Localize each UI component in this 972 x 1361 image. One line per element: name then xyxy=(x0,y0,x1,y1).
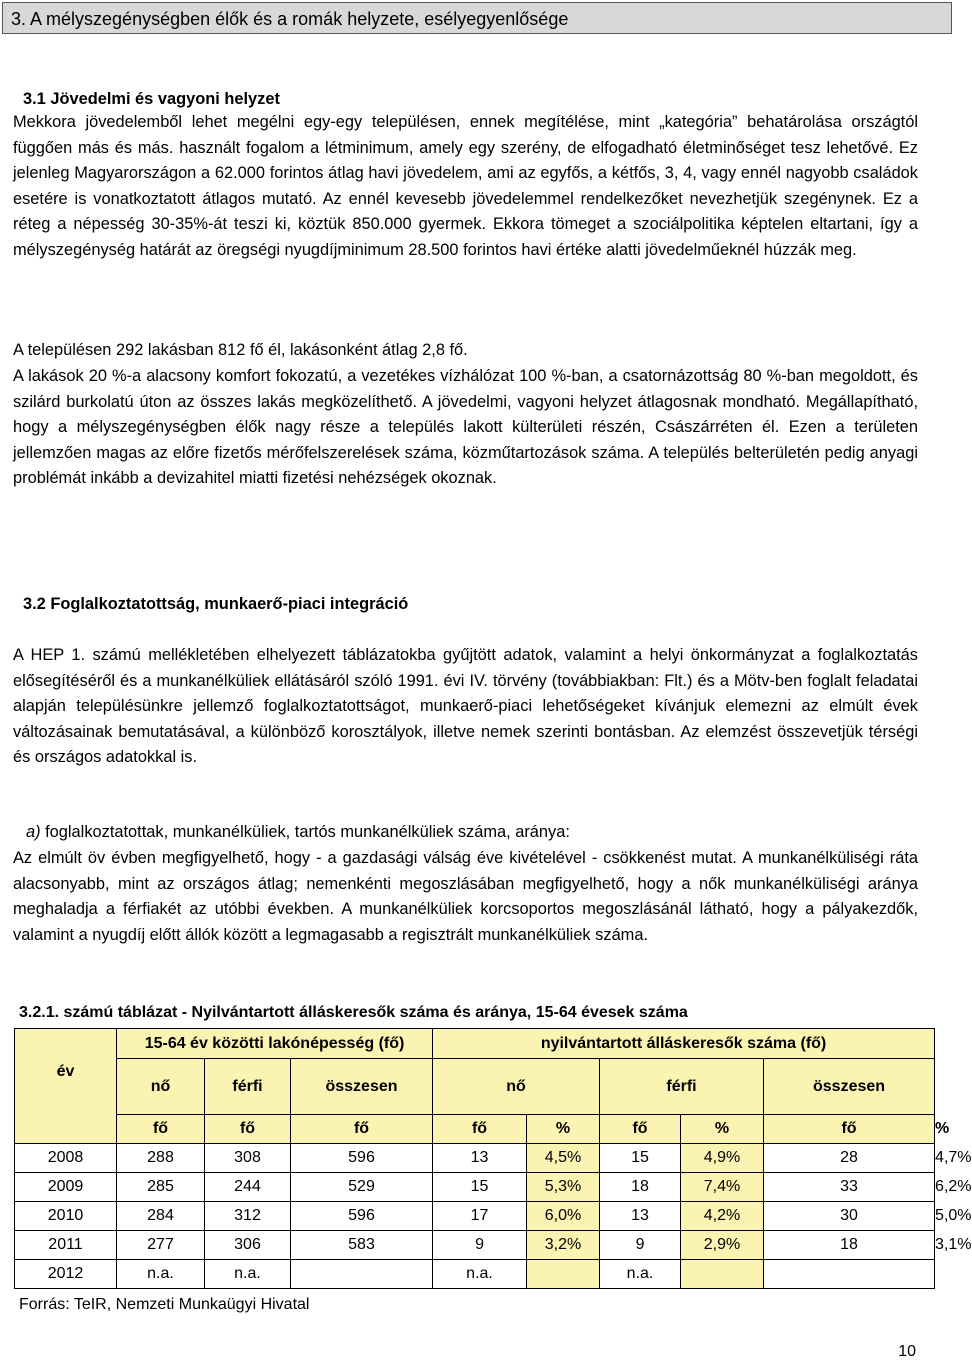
table-cell: 18 xyxy=(600,1173,681,1202)
item-a-title: foglalkoztatottak, munkanélküliek, tartós munkanélküliek száma, aránya: xyxy=(40,823,570,841)
table-cell-percent: 4,9% xyxy=(681,1144,764,1173)
table-cell: 596 xyxy=(291,1202,433,1231)
section-3-1-paragraph-1: Mekkora jövedelemből lehet megélni egy-egy településen, ennek megítélése, mint „kategória” behatárolása országtól függően más és más. használt fogalom a létminimum, amely egy szerény, de elfogadható életminőséget tesz lehetővé. Ez jelenleg Magyarországon a 62.000 forintos átlag havi jövedelem, ami az egyfős, a kétfős, 3, 4, vagy ennél nagyobb családok esetére is vonatkoztatott átlagos mutató. Az ennél kevesebb jövedelemmel rendelkezőket nevezhetjük szegénynek. Ez a réteg a népesség 30-35%-át teszi ki, köztük 850.000 gyermek. Ekkora tömeget a szociálpolitika képtelen eltartani, így a mélyszegénység határát az öregségi nyugdíjminimum 28.500 forintos havi értéke alatti jövedelműeknél húzzák meg. xyxy=(13,113,918,259)
table-cell: 285 xyxy=(117,1173,205,1202)
table-cell-percent: 3,2% xyxy=(527,1231,600,1260)
col-header-women-population: nő xyxy=(117,1059,205,1115)
section-3-2-title: 3.2 Foglalkoztatottság, munkaerő-piaci integráció xyxy=(23,595,409,613)
unit-cell-year xyxy=(15,1115,117,1144)
table-row: 2011 277 306 583 9 3,2% 9 2,9% 18 3,1% xyxy=(15,1231,935,1260)
table-cell: 17 xyxy=(433,1202,527,1231)
table-header-row-columns xyxy=(15,1059,935,1115)
table-cell: 244 xyxy=(205,1173,291,1202)
table-cell: 529 xyxy=(291,1173,433,1202)
year-cell: 2008 xyxy=(15,1144,117,1173)
table-cell: 33 xyxy=(764,1173,935,1202)
table-cell-percent: 4,5% xyxy=(527,1144,600,1173)
table-row: 2010 284 312 596 17 6,0% 13 4,2% 30 5,0% xyxy=(15,1202,935,1231)
year-cell: 2010 xyxy=(15,1202,117,1231)
table-cell: 277 xyxy=(117,1231,205,1260)
table-cell: n.a. xyxy=(205,1260,291,1289)
col-header-women-jobseekers: nő xyxy=(433,1059,600,1115)
table-cell-percent: 7,4% xyxy=(681,1173,764,1202)
table-cell: n.a. xyxy=(600,1260,681,1289)
table-header-row-groups xyxy=(15,1029,935,1059)
jobseekers-table xyxy=(14,1028,972,1289)
population-group-header: 15-64 év közötti lakónépesség (fő) xyxy=(117,1029,433,1059)
table-cell: 28 xyxy=(764,1144,935,1173)
section-3-2-paragraph-1: A HEP 1. számú mellékletében elhelyezett táblázatokba gyűjtött adatok, valamint a helyi önkormányzat a foglalkoztatás elősegítéséről és a munkanélküliek ellátásáról szóló 1991. évi IV. törvény (továbbiakban: Flt.) és a Mötv-ben foglalt feladatai alapján településünkre jellemző foglalkoztatottságot, munkaerő-piaci lehetőségeket kívánjuk elemezni az elmúlt évek változásainak bemutatásával, a különböző korosztályok, illetve nemek szerinti bontásban. Az elemzést összevetjük térségi és országos adatokkal is. xyxy=(13,646,918,766)
unit-cell: % xyxy=(527,1115,600,1144)
table-cell: 13 xyxy=(433,1144,527,1173)
table-cell: 9 xyxy=(600,1231,681,1260)
table-cell: 288 xyxy=(117,1144,205,1173)
table-cell: 9 xyxy=(433,1231,527,1260)
section-3-1-title: 3.1 Jövedelmi és vagyoni helyzet xyxy=(23,90,280,108)
unit-cell: fő xyxy=(291,1115,433,1144)
table-cell: 284 xyxy=(117,1202,205,1231)
table-title: 3.2.1. számú táblázat - Nyilvántartott álláskeresők száma és aránya, 15-64 évesek száma xyxy=(19,1004,688,1021)
table-cell xyxy=(291,1260,433,1289)
col-header-total-population: összesen xyxy=(291,1059,433,1115)
year-cell: 2011 xyxy=(15,1231,117,1260)
table-cell-percent: 5,3% xyxy=(527,1173,600,1202)
col-header-men-population: férfi xyxy=(205,1059,291,1115)
table-cell: 312 xyxy=(205,1202,291,1231)
unit-cell: fő xyxy=(764,1115,935,1144)
table-cell: 13 xyxy=(600,1202,681,1231)
section-3-1-paragraph-2: A településen 292 lakásban 812 fő él, lakásonként átlag 2,8 fő. xyxy=(13,341,468,359)
table-cell-percent xyxy=(681,1260,764,1289)
table-cell: 306 xyxy=(205,1231,291,1260)
jobseekers-group-header: nyilvántartott álláskeresők száma (fő) xyxy=(433,1029,935,1059)
chapter-heading: 3. A mélyszegénységben élők és a romák helyzete, esélyegyenlősége xyxy=(2,2,952,34)
unit-cell: % xyxy=(681,1115,764,1144)
year-header: év xyxy=(15,1029,117,1115)
item-a-heading xyxy=(26,820,570,845)
section-3-2-paragraph-2: Az elmúlt öv évben megfigyelhető, hogy - a gazdasági válság éve kivételével - csökkenést mutat. A munkanélküliségi ráta alacsonyabb, mint az országos átlag; nemenkénti megoszlásában megfigyelhető, hogy a nők munkanélküliségi aránya meghaladja a férfiakét az utóbbi években. A munkanélküliek korcsoportos megoszlásánál látható, hogy a pályakezdők, valamint a nyugdíj előtt állók között a legmagasabb a regisztrált munkanélküliek száma. xyxy=(13,849,918,944)
table-cell: n.a. xyxy=(117,1260,205,1289)
table-cell xyxy=(764,1260,935,1289)
table-cell: 596 xyxy=(291,1144,433,1173)
col-header-men-jobseekers: férfi xyxy=(600,1059,764,1115)
table-cell: 18 xyxy=(764,1231,935,1260)
unit-cell: fő xyxy=(117,1115,205,1144)
table-cell-percent: 2,9% xyxy=(681,1231,764,1260)
page-number: 10 xyxy=(898,1343,916,1360)
section-3-1-paragraph-3: A lakások 20 %-a alacsony komfort fokozatú, a vezetékes vízhálózat 100 %-ban, a csatornázottság 80 %-ban megoldott, és szilárd burkolatú úton az összes lakás megközelíthető. A jövedelmi, vagyoni helyzet átlagosnak mondható. Megállapítható, hogy a mélyszegénységben élők nagy része a település lakott külterületi részén, Császárréten él. Ezen a területen jellemzően magas az előre fizetős mérőfelszerelések száma, közműtartozások száma. A település belterületén pedig anyagi problémát inkább a devizahitel miatti fizetési nehézségek okoznak. xyxy=(13,367,918,487)
table-row xyxy=(15,1260,935,1289)
table-cell-percent: 6,0% xyxy=(527,1202,600,1231)
table-cell: 308 xyxy=(205,1144,291,1173)
table-row: 2009 285 244 529 15 5,3% 18 7,4% 33 6,2% xyxy=(15,1173,935,1202)
table-cell: n.a. xyxy=(433,1260,527,1289)
table-row: 2008 288 308 596 13 4,5% 15 4,9% 28 4,7% xyxy=(15,1144,935,1173)
table-cell: 15 xyxy=(433,1173,527,1202)
item-a-label: a) xyxy=(26,823,41,841)
table-units-row: fő fő fő fő % fő % fő % xyxy=(15,1115,935,1144)
table-source: Forrás: TeIR, Nemzeti Munkaügyi Hivatal xyxy=(19,1296,310,1313)
unit-cell: fő xyxy=(600,1115,681,1144)
table-cell-percent: 4,2% xyxy=(681,1202,764,1231)
table-cell: 15 xyxy=(600,1144,681,1173)
table-cell: 583 xyxy=(291,1231,433,1260)
col-header-total-jobseekers: összesen xyxy=(764,1059,935,1115)
table-cell-percent xyxy=(527,1260,600,1289)
table-cell: 30 xyxy=(764,1202,935,1231)
unit-cell: fő xyxy=(205,1115,291,1144)
unit-cell: fő xyxy=(433,1115,527,1144)
year-cell: 2009 xyxy=(15,1173,117,1202)
year-cell: 2012 xyxy=(15,1260,117,1289)
